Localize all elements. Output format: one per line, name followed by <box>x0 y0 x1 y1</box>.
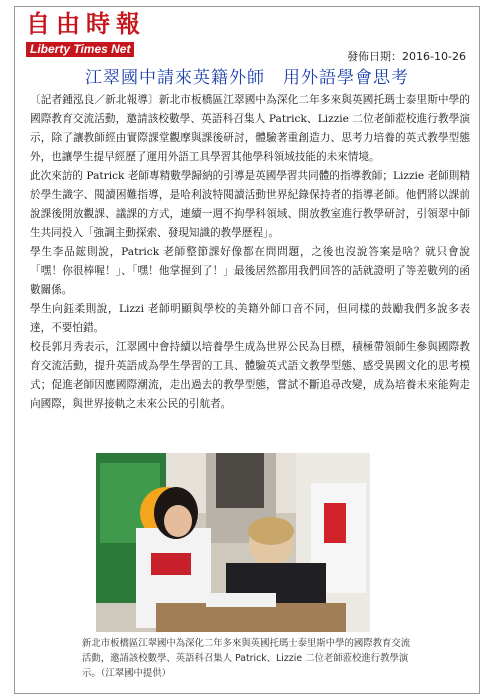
masthead-logo[interactable] <box>26 10 176 57</box>
article-paragraph: 學生李品鋐則說，Patrick 老師整節課好像都在問問題，之後也沒說答案是啥？就只會說「嘿！你很棒喔！」、「嘿！他掌握到了！」最後居然都用我們回答的話就證明了等差數列的函數關係。 <box>30 246 470 296</box>
logo-english: Liberty Times Net <box>26 42 134 57</box>
publish-date: 發佈日期：2016-10-26 <box>347 50 466 63</box>
classroom-photo-illustration <box>96 453 370 632</box>
article-paragraph: 此次來訪的 Patrick 老師專精數學歸納的引導是英國學習共同體的指導教師；Lizzie 老師則精於學生識字、閱讀困難指導，是哈利波特閱讀活動世界紀錄保持者的指導老師。他們將以課前說課後開放觀課、議課的方式，連續一週不拘學科領域、開放教室進行教學研討，引領翠中師生共同投入「強調主動探索、發現知識的教學歷程」。 <box>30 170 470 239</box>
article-paragraph: 〔記者鍾泓良／新北報導〕新北市板橋區江翠國中為深化二年多來與英國托瑪士泰里斯中學的國際教育交流活動，邀請該校數學、英語科召集人 Patrick、Lizzie 二位老師蒞校進行教學演示，除了讓教師經由實際課堂觀摩與課後研討，體驗著重創造力、思考力培養的英式教學型態外，也讓學生提早經歷了運用外語工具學習其他學科領域技能的未來情境。 <box>30 94 470 163</box>
logo-chinese: 自由時報 <box>26 9 146 38</box>
article-body <box>30 91 470 414</box>
article-paragraph: 校長郭月秀表示，江翠國中會持續以培養學生成為世界公民為目標，積極帶領師生參與國際教育交流活動，提升英語成為學生學習的工具、體驗英式語文教學型態、感受異國文化的思考模式；促進老師因應國際潮流，走出過去的教學型態，嘗試不斷追尋改變，成為培養未來能夠走向國際，與世界接軌之未來公民的引航者。 <box>30 341 470 410</box>
article-photo <box>96 453 370 632</box>
article-paragraph: 學生向鈺柔則說，Lizzi 老師明顯與學校的美籍外師口音不同，但同樣的鼓勵我們多說多表達，不要怕錯。 <box>30 303 470 334</box>
photo-caption: 新北市板橋區江翠國中為深化二年多來與英國托瑪士泰里斯中學的國際教育交流活動，邀請該校數學、英語科召集人 Patrick、Lizzie 二位老師蒞校進行教學演示。（江翠國中提供） <box>82 638 411 679</box>
article-headline: 江翠國中請來英籍外師 用外語學會思考 <box>85 68 409 88</box>
